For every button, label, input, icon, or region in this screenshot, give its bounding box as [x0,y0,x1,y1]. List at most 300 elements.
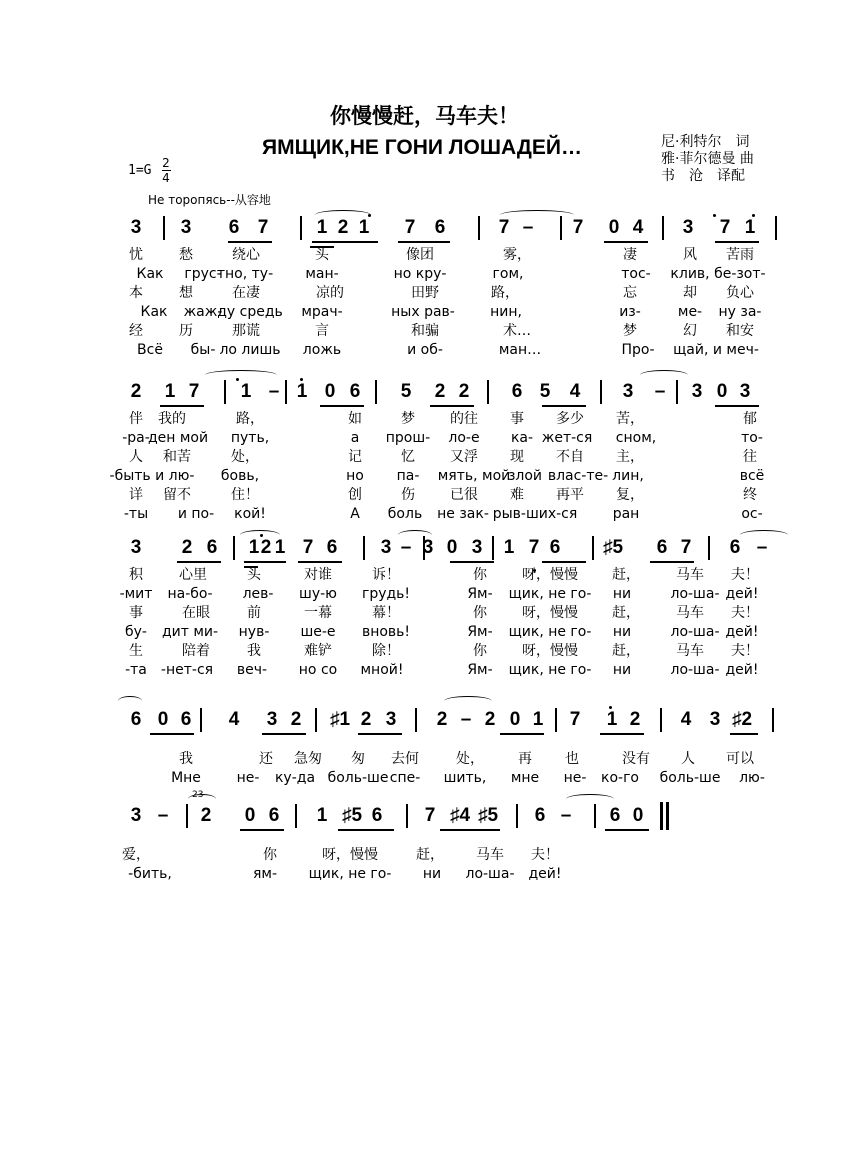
lyric-5-2-4: ни [422,866,442,882]
note-4-19: 3 [709,709,721,730]
lyric-3-5-10: 夫！ [731,643,759,659]
lyric-3-6-10: дей! [725,662,759,678]
lyric-3-4-3: нув- [238,624,270,640]
lyric-3-2-3: лев- [242,586,274,602]
note-3-11: 3 [422,537,434,558]
note-3-8: 6 [326,537,338,558]
note-2-15: 3 [622,381,634,402]
lyric-1-4-6: нин, [490,304,522,320]
lyric-2-3-5: 忆 [401,449,415,465]
lyric-4-1-4: 匆 [351,751,365,767]
lyric-4-2-6: шить, [443,770,487,786]
lyric-3-3-1: 事 [129,605,143,621]
note-4-9: 3 [385,709,397,730]
title-russian: ЯМЩИК,НЕ ГОНИ ЛОШАДЕЙ… [262,136,582,159]
note-3-15: 7 [528,537,540,558]
note-2-10: 2 [434,381,446,402]
note-5-4: 0 [244,805,256,826]
note-3-14: 1 [503,537,515,558]
note-1-11: – [522,217,534,238]
lyric-2-2-7: ка- [510,430,534,446]
lyric-3-5-6: 你 [473,643,487,659]
note-1-1: 3 [130,217,142,238]
lyric-3-5-5: 除！ [372,643,400,659]
lyric-2-4-6: злой [507,468,543,484]
note-1-16: 7 [719,217,731,238]
lyric-3-1-8: 赶， [612,567,640,583]
lyric-3-3-6: 你 [473,605,487,621]
staff-system-1 [0,208,862,358]
time-signature-bottom: 4 [162,171,170,185]
note-3-12: 0 [446,537,458,558]
note-4-2: 0 [157,709,169,730]
lyric-3-1-9: 马车 [676,567,704,583]
note-4-11: – [460,709,472,730]
lyric-1-5-7: 梦 [623,323,637,339]
lyric-2-6-1: -ты [123,506,149,522]
note-2-8: 6 [349,381,361,402]
lyric-4-1-1: 我 [179,751,193,767]
lyric-4-1-3: 急匆 [294,751,322,767]
lyric-2-6-8: ран [612,506,640,522]
lyric-3-2-10: дей! [725,586,759,602]
lyric-3-4-6: Ям- [467,624,493,640]
note-3-4: 1 [248,537,260,558]
lyric-2-4-1: -быть и лю- [109,468,195,484]
lyric-4-2-4: боль-ше [327,770,389,786]
note-4-1: 6 [130,709,142,730]
note-5-2: – [157,805,169,826]
lyric-3-1-10: 夫！ [731,567,759,583]
lyric-1-4-7: из- [619,304,641,320]
lyric-3-2-7: щик, не го- [508,586,592,602]
lyric-1-4-3: ду средь [217,304,283,320]
lyric-4-1-6: 处， [456,751,484,767]
lyric-5-2-3: щик, не го- [308,866,392,882]
lyric-3-3-5: 幕！ [372,605,400,621]
lyric-2-3-3: 处， [231,449,259,465]
note-1-2: 3 [180,217,192,238]
lyric-3-5-1: 生 [129,643,143,659]
lyric-1-1-4: 头 [315,247,329,263]
lyric-1-3-5: 田野 [411,285,439,301]
key-signature: 1=G [128,163,152,178]
lyric-2-5-9: 复， [616,487,644,503]
lyric-1-4-5: ных рав- [391,304,455,320]
lyric-2-2-1: -ра- [122,430,150,446]
lyric-2-3-8: 不自 [556,449,584,465]
lyric-1-3-2: 想 [179,285,193,301]
lyric-2-6-7: рыв-ших-ся [492,506,578,522]
lyric-2-3-6: 又浮 [450,449,478,465]
note-2-19: 3 [739,381,751,402]
lyric-3-6-6: Ям- [467,662,493,678]
note-4-8: 2 [360,709,372,730]
lyric-2-6-9: ос- [741,506,763,522]
note-1-4: 7 [257,217,269,238]
lyric-2-2-10: то- [741,430,763,446]
lyric-1-5-6: 术… [503,323,531,339]
lyric-4-1-11: 可以 [726,751,754,767]
note-1-10: 7 [498,217,510,238]
lyric-2-3-2: 和苦 [163,449,191,465]
lyric-2-6-5: боль [387,506,423,522]
lyric-4-1-10: 人 [681,751,695,767]
lyric-3-3-10: 夫！ [731,605,759,621]
lyric-3-4-8: ни [612,624,632,640]
note-3-7: 7 [302,537,314,558]
lyric-4-1-7: 再 [518,751,532,767]
note-2-13: 5 [539,381,551,402]
lyric-1-6-4: ложь [302,342,342,358]
lyric-1-4-9: ну за- [718,304,762,320]
lyric-2-1-3: 路， [236,411,264,427]
lyric-1-2-8: клив, бе-зот- [670,266,766,282]
lyric-2-1-1: 伴 [129,411,143,427]
lyric-2-6-6: не зак- [437,506,489,522]
lyric-2-1-6: 的往 [450,411,478,427]
note-1-13: 0 [608,217,620,238]
lyric-3-3-2: 在眼 [182,605,210,621]
lyric-2-3-10: 往 [743,449,757,465]
lyric-2-4-9: всё [739,468,765,484]
lyric-1-2-1: Как [136,266,164,282]
lyric-2-5-3: 住！ [231,487,259,503]
credit-composer: 雅·菲尔德曼 曲 [661,151,754,167]
note-2-17: 3 [691,381,703,402]
note-5-10: ♯4 [449,805,471,826]
lyric-3-4-7: щик, не го- [508,624,592,640]
lyric-2-2-6: ло-е [448,430,480,446]
lyric-1-6-2: бы- [190,342,216,358]
lyric-2-3-9: 主， [616,449,644,465]
lyric-1-1-1: 忧 [129,247,143,263]
lyric-1-5-3: 那谎 [232,323,260,339]
lyric-1-5-4: 言 [315,323,329,339]
lyric-2-4-8: лин, [612,468,644,484]
lyric-2-3-1: 人 [129,449,143,465]
note-2-2: 1 [164,381,176,402]
note-1-3: 6 [228,217,240,238]
note-5-6: 1 [316,805,328,826]
lyric-1-6-6: ман… [498,342,542,358]
note-5-8: 6 [371,805,383,826]
note-1-8: 7 [404,217,416,238]
lyric-2-1-4: 如 [348,411,362,427]
lyric-2-3-4: 记 [348,449,362,465]
lyric-3-5-7: 呀，慢慢 [522,643,578,659]
note-4-10: 2 [436,709,448,730]
lyric-2-2-8: жет-ся [541,430,593,446]
credit-translator: 书 沧 译配 [661,168,745,184]
lyric-3-5-4: 难铲 [304,643,332,659]
note-1-6: 2 [337,217,349,238]
note-3-21: – [756,537,768,558]
lyric-1-6-5: и об- [407,342,443,358]
lyric-3-5-3: 我 [247,643,261,659]
lyric-3-6-1: -та [125,662,147,678]
note-4-15: 7 [569,709,581,730]
lyric-1-1-5: 像团 [406,247,434,263]
lyric-2-4-4: па- [396,468,420,484]
lyric-3-2-6: Ям- [467,586,493,602]
lyric-2-6-2: и по- [177,506,215,522]
lyric-4-1-9: 没有 [622,751,650,767]
note-5-13: – [560,805,572,826]
lyric-2-5-8: 再平 [556,487,584,503]
note-1-7: 1 [358,217,370,238]
lyric-5-2-6: дей! [528,866,562,882]
note-3-16: 6 [549,537,561,558]
note-1-14: 4 [632,217,644,238]
lyric-3-2-4: шу-ю [299,586,337,602]
lyric-1-6-3: ло лишь [219,342,281,358]
lyric-3-6-2: -нет-ся [160,662,214,678]
lyric-3-3-4: 一幕 [304,605,332,621]
lyric-2-3-7: 现 [510,449,524,465]
note-3-13: 3 [471,537,483,558]
lyric-2-4-2: бовь, [220,468,260,484]
staff-system-3 [0,528,862,678]
credits [661,134,754,185]
lyric-3-1-3: 头 [247,567,261,583]
lyric-3-4-1: бу- [125,624,147,640]
note-3-17: ♯5 [602,537,624,558]
note-1-12: 7 [572,217,584,238]
note-5-12: 6 [534,805,546,826]
lyric-1-1-8: 风 [683,247,697,263]
lyric-1-5-8: 幻 [683,323,697,339]
title-chinese: 你慢慢赶，马车夫！ [330,103,519,128]
lyric-1-4-4: мрач- [301,304,343,320]
lyric-2-4-7: влас-те- [547,468,609,484]
note-4-17: 2 [629,709,641,730]
lyric-2-5-4: 创 [348,487,362,503]
staff-system-4 [0,700,862,800]
note-4-14: 1 [532,709,544,730]
lyric-1-1-9: 苦雨 [726,247,754,263]
lyric-1-5-9: 和安 [726,323,754,339]
lyric-1-2-5: но кру- [393,266,447,282]
lyric-3-3-9: 马车 [676,605,704,621]
note-5-11: ♯5 [477,805,499,826]
note-3-2: 2 [181,537,193,558]
note-5-9: 7 [424,805,436,826]
lyric-1-1-2: 愁 [179,247,193,263]
lyric-1-4-2: жаж- [183,304,223,320]
lyric-1-4-1: Как [140,304,168,320]
note-5-3: 2 [200,805,212,826]
lyric-3-1-2: 心里 [179,567,207,583]
lyric-4-2-10: боль-ше [659,770,721,786]
lyric-3-5-2: 陪着 [182,643,210,659]
lyric-2-5-1: 详 [129,487,143,503]
note-3-3: 6 [206,537,218,558]
lyric-1-3-8: 却 [683,285,697,301]
lyric-3-3-3: 前 [247,605,261,621]
lyric-3-4-9: ло-ша- [670,624,720,640]
lyric-3-6-7: щик, не го- [508,662,592,678]
lyric-3-3-8: 赶， [612,605,640,621]
lyric-1-3-7: 忘 [623,285,637,301]
lyric-4-2-5: спе- [389,770,421,786]
lyric-4-2-1: Мне [171,770,201,786]
note-4-20: ♯2 [731,709,753,730]
lyric-5-1-3: 呀，慢慢 [322,847,378,863]
lyric-2-1-2: 我的 [158,411,186,427]
lyric-4-1-5: 去何 [391,751,419,767]
lyric-4-2-3: ку-да [274,770,316,786]
note-2-5: – [268,381,280,402]
lyric-2-4-3: но [346,468,364,484]
lyric-2-1-8: 多少 [556,411,584,427]
note-2-12: 6 [511,381,523,402]
lyric-1-3-1: 本 [129,285,143,301]
lyric-5-1-6: 夫！ [531,847,559,863]
note-3-10: – [400,537,412,558]
lyric-5-1-1: 爱， [122,847,150,863]
note-3-6: 1 [274,537,286,558]
lyric-2-1-5: 梦 [401,411,415,427]
note-5-15: 0 [632,805,644,826]
lyric-3-2-1: -мит [119,586,153,602]
lyric-3-6-3: веч- [236,662,268,678]
lyric-2-5-7: 难 [510,487,524,503]
lyric-2-1-10: 郁 [743,411,757,427]
lyric-3-5-8: 赶， [612,643,640,659]
note-3-5: 2 [260,537,272,558]
lyric-4-1-8: 也 [565,751,579,767]
note-5-5: 6 [268,805,280,826]
credit-lyricist: 尼·利特尔 词 [661,134,750,150]
lyric-4-2-2: не- [236,770,260,786]
lyric-2-2-2: ден мой [147,430,209,446]
staff-system-2 [0,372,862,522]
lyric-1-5-5: 和骗 [411,323,439,339]
note-2-4: 1 [240,381,252,402]
lyric-3-4-10: дей! [725,624,759,640]
lyric-4-2-7: мне [510,770,540,786]
note-3-1: 3 [130,537,142,558]
lyric-3-6-8: ни [612,662,632,678]
note-2-16: – [654,381,666,402]
note-4-3: 6 [180,709,192,730]
note-5-14: 6 [609,805,621,826]
lyric-3-1-4: 对谁 [304,567,332,583]
lyric-3-1-5: 诉！ [372,567,400,583]
note-5-7: ♯5 [341,805,363,826]
lyric-3-1-6: 你 [473,567,487,583]
lyric-1-2-2: грус- [184,266,222,282]
lyric-3-6-5: мной! [360,662,404,678]
lyric-2-6-3: кой! [234,506,266,522]
lyric-2-5-5: 伤 [401,487,415,503]
lyric-3-5-9: 马车 [676,643,704,659]
note-1-5: 1 [316,217,328,238]
lyric-2-2-3: путь, [230,430,270,446]
note-4-6: 2 [290,709,302,730]
lyric-1-4-8: ме- [677,304,703,320]
note-3-18: 6 [656,537,668,558]
lyric-3-4-4: ше-е [300,624,336,640]
lyric-1-6-8: щай, и меч- [673,342,759,358]
note-1-15: 3 [682,217,694,238]
lyric-2-2-4: а [350,430,360,446]
lyric-5-1-5: 马车 [476,847,504,863]
lyric-2-1-9: 苦， [616,411,644,427]
staff-system-5 [0,790,862,916]
lyric-5-1-2: 你 [263,847,277,863]
lyric-1-3-4: 凉的 [316,285,344,301]
time-signature-top: 2 [162,156,170,170]
note-4-16: 1 [606,709,618,730]
lyric-1-5-2: 历 [179,323,193,339]
note-3-20: 6 [729,537,741,558]
note-1-17: 1 [744,217,756,238]
lyric-1-6-7: Про- [621,342,655,358]
lyric-1-5-1: 经 [129,323,143,339]
lyric-3-1-7: 呀，慢慢 [522,567,578,583]
lyric-3-2-5: грудь! [361,586,411,602]
note-1-9: 6 [434,217,446,238]
lyric-2-2-5: прош- [385,430,431,446]
note-2-6: 1 [296,381,308,402]
note-3-19: 7 [680,537,692,558]
lyric-5-2-1: -бить, [128,866,172,882]
lyric-1-1-6: 雾， [503,247,531,263]
note-5-1: 3 [130,805,142,826]
lyric-3-2-9: ло-ша- [670,586,720,602]
note-4-7: ♯1 [329,709,351,730]
note-2-11: 2 [458,381,470,402]
lyric-1-6-1: Всё [137,342,163,358]
note-2-3: 7 [188,381,200,402]
lyric-4-2-11: лю- [739,770,765,786]
lyric-3-4-5: вновь! [361,624,411,640]
lyric-1-2-6: гом, [492,266,524,282]
repeat-number: 23 [192,790,204,800]
time-signature [161,156,171,185]
lyric-2-6-4: А [350,506,360,522]
lyric-3-3-7: 呀，慢慢 [522,605,578,621]
note-2-9: 5 [400,381,412,402]
lyric-1-3-3: 在凄 [232,285,260,301]
lyric-3-2-2: на-бо- [167,586,213,602]
note-2-18: 0 [716,381,728,402]
lyric-3-2-8: ни [612,586,632,602]
lyric-5-2-5: ло-ша- [465,866,515,882]
lyric-1-2-7: тос- [621,266,651,282]
lyric-1-3-6: 路， [491,285,519,301]
lyric-5-2-2: ям- [252,866,278,882]
note-2-7: 0 [324,381,336,402]
note-4-18: 4 [680,709,692,730]
lyric-2-2-9: сном, [615,430,657,446]
lyric-2-4-5: мять, мой [437,468,511,484]
note-4-13: 0 [509,709,521,730]
lyric-2-5-6: 已很 [450,487,478,503]
lyric-1-2-4: ман- [305,266,339,282]
lyric-1-3-9: 负心 [726,285,754,301]
note-2-1: 2 [130,381,142,402]
lyric-2-5-10: 终 [743,487,757,503]
note-3-9: 3 [380,537,392,558]
lyric-2-1-7: 事 [510,411,524,427]
lyric-3-1-1: 积 [129,567,143,583]
lyric-3-6-4: но со [298,662,338,678]
note-2-14: 4 [569,381,581,402]
lyric-3-6-9: ло-ша- [670,662,720,678]
